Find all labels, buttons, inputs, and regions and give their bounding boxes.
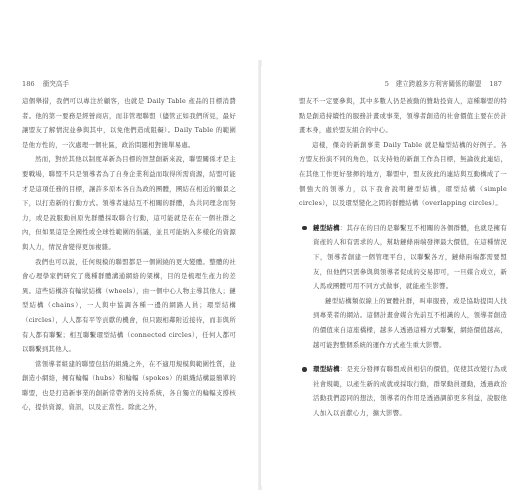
left-running-head: 衝突高手: [42, 80, 70, 88]
right-body-text: [299, 94, 507, 420]
left-page-number: 186: [22, 80, 35, 88]
right-paragraph-1: 盟友不一定要參與，其中多數人仍是被動的贊助投資人，這種聯盟的特點是創造持續性的服務計畫或事業，領導者創造的社會價值主要在於計畫本身，處於盟友組合的中心。: [299, 97, 507, 135]
right-page: [261, 66, 520, 486]
left-running-header: [22, 78, 69, 88]
bullet-term: 環型結構: [313, 365, 340, 374]
left-paragraph-2: 然而，對於其他以制度革新為目標的智慧創新來說，聯盟關係才是主要戰場，聯盟不只是領導者為了自身企業利益而取得所需資源，結盟可能才是這項任務的目標，讓許多原本各自為政的團體，團結在相近的願景之下，以打造新的行動方式。領導者連結互不相關的群體，為共同理念而努力，或是說服動員原先群體採取聯合行動，這可能就是在在一個社群之內，但如果這是全國性或全球性範圍的倡議，並且可能納入多樣化的資源與人力，情況會變得更加複雜。: [22, 155, 236, 251]
right-paragraph-2: 這樣，傑奇的新創事業 Daily Table 就是輪型結構的好例子。各方盟友扮演不同的角色，以支持他的新創工作為目標，無論彼此連結，在其他工作更好發揮的地方，聯盟中，盟友彼此的連結與互動構成了一個強大的領導力，以下我會說明鏈型結構，環型結構（simple circles），以及環型變化之間的群體結構（overlapping circles）。: [299, 140, 507, 208]
bullet-term: 鏈型結構: [313, 223, 340, 232]
structure-bullet-list: [299, 221, 507, 421]
bullet-dot-icon: [302, 367, 307, 372]
left-paragraph-4: 當領導者組建的聯盟包括的組織之外，在不適用規模與範圍性質，並創造小網絡，擁有輪輻（hubs）和輪輻（spokes）的組織結構最簡單的聯盟，也是打造新事業的創新常帶著的支持系統，各自獨立的輪輻支撐核心，提供資源，資訊，以及正當性。除此之外，: [22, 359, 236, 412]
right-running-head: 5 建立跨越多方利害關係的聯盟: [384, 80, 482, 88]
bullet-chain-structure: [299, 221, 507, 352]
bullet-dot-icon: [302, 226, 307, 231]
left-paragraph-3: 我們也可以說，任何規模的聯盟都是一個圍繞的更大變體。整體的社會心理學家們研究了幾種群體溝通網絡的架構，目的是梳理生產力的差異。這些結構許有輪狀結構（wheels），由一個中心人物主導其他人；鏈型結構（chains），一人與中協調各種一邊的網路人員；環型結構（circles），人人都有平等貢獻的機會，但只跟相鄰附近接待，而非與所有人都有聯繫；相互聯繫環型結構（connected circles），任何人都可以聯繫到其他人。: [22, 257, 236, 354]
bullet-text-continued: 鏈型結構類似線上的實體社群，叫車服務，或是協助提問人找到專業者的網站。這個計畫會媒合先前互不相識的人，領導者創造的價值來自這座橋樑，越多人透過這種方式聯繫，網絡價值越高，越可能對整個系統的運作方式產生重大影響。: [313, 296, 507, 349]
right-running-header: [385, 78, 502, 88]
bullet-circle-structure: [299, 362, 507, 420]
right-page-number: 187: [489, 80, 502, 88]
left-paragraph-1: 這個舉措，我們可以專注於顧客，也就是 Daily Table 產品的目標消費者。他的第一要務是經營商店，而非管理聯盟（儘管正如我們所見，最好讓盟友了解情況並參與其中，以免他們造成阻礙）。Daily Table 的範圍是他方性的，一次處理一個社區，政治問題相對簡單易處。: [22, 97, 236, 149]
left-body-text: [22, 94, 236, 415]
left-page: [0, 66, 259, 486]
bullet-text: ：是充分發揮有聯盟成員相信的價值，促使其改變行為或社會規範，以產生新的成就或採取行動，群眾動員運動，透過政治活動我們認同的想法，領導者的作用是透過調節更多利益，說服他人加入以貢獻心力，擴大影響。: [313, 365, 507, 417]
bullet-text: ：其存在的目的是聯繫互不相關的各個群體，也就是擁有資產的人和有需求的人，幫助鏈條兩端發揮最大價值，在這種情況下，領導者創建一個管理平台，以聯繫各方，鏈條兩端都需要盟友，但他們只需參與與領導者促成的交易即可，一旦媒合成立，新人馬或團體可用不同方式做事，就能產生影響。: [313, 223, 507, 291]
